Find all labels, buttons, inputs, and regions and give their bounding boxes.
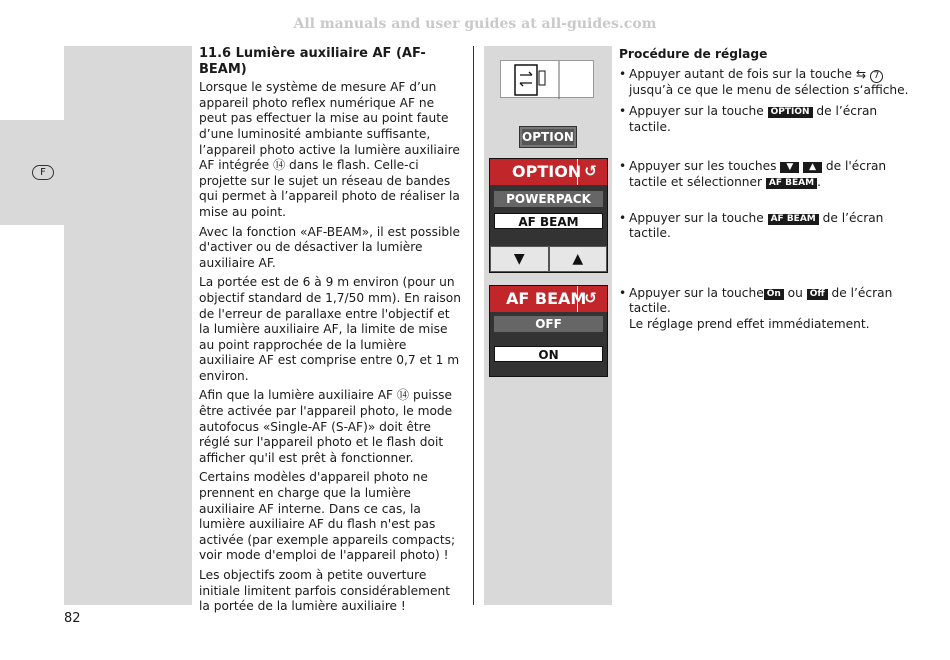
left-margin-band xyxy=(64,46,192,605)
step-5 xyxy=(619,286,909,333)
mode-key-icon: ⇆ xyxy=(855,66,867,81)
step-text: Appuyer sur la touche xyxy=(629,210,764,225)
step-4 xyxy=(619,211,909,242)
down-arrow-icon: ▼ xyxy=(490,246,549,272)
flash-buttons-icon xyxy=(501,61,595,99)
arrow-buttons xyxy=(490,246,607,272)
step-text: de l'écran tactile et sélectionner xyxy=(629,159,887,189)
on-key-chip: On xyxy=(764,289,784,300)
option-menu-screen xyxy=(489,158,608,273)
off-key-chip: Off xyxy=(807,289,828,300)
step-text: de l’écran tactile. xyxy=(629,210,884,241)
main-column xyxy=(199,46,464,619)
step-text: jusqu’à ce que le menu de sélection s‘affiche. xyxy=(629,82,909,97)
paragraph: Afin que la lumière auxiliaire AF ⑭ puisse être activée par l'appareil photo, le mode autofocus «Single-AF (S-AF)» doit être réglé sur l'appareil photo et le flash doit afficher qu'il est prêt à fonctionner. xyxy=(199,388,453,465)
callout-number: 7 xyxy=(870,70,883,83)
up-arrow-icon: ▲ xyxy=(549,246,608,272)
step-text: Appuyer sur la touche xyxy=(629,285,764,300)
page-number: 82 xyxy=(64,611,81,626)
step-text: ou xyxy=(787,285,803,300)
paragraph: Certains modèles d'appareil photo ne prennent en charge que la lumière auxiliaire AF interne. Dans ce cas, la lumière auxiliaire AF du flash n'est pas activée (par exemple appareils compacts; voir mode d'emploi de l'appareil photo) ! xyxy=(199,470,456,563)
screen-header xyxy=(490,159,607,185)
language-badge: F xyxy=(32,165,54,180)
af-beam-key-chip: AF BEAM xyxy=(766,178,817,189)
menu-item-powerpack: POWERPACK xyxy=(494,191,603,207)
step-text: . xyxy=(817,174,821,189)
column-divider xyxy=(473,46,474,605)
step-3 xyxy=(619,159,909,190)
step-1 xyxy=(619,67,909,99)
step-2 xyxy=(619,104,909,135)
back-icon: ↺ xyxy=(577,159,603,185)
menu-item-af-beam: AF BEAM xyxy=(494,213,603,229)
screen-title: AF BEAM xyxy=(506,289,587,308)
up-key-chip: ▲ xyxy=(803,162,822,173)
screen-header xyxy=(490,286,607,312)
af-beam-menu-screen xyxy=(489,285,608,377)
flash-detail-illustration xyxy=(500,60,594,98)
menu-item-off: OFF xyxy=(494,316,603,332)
step-text: de l’écran tactile. xyxy=(629,104,878,134)
watermark: All manuals and user guides at all-guides.com xyxy=(293,16,657,32)
procedure-title: Procédure de réglage xyxy=(619,47,768,61)
back-icon: ↺ xyxy=(577,286,603,312)
paragraph: Lorsque le système de mesure AF d’un appareil photo reflex numérique AF ne peut pas effectuer la mise au point faute d’une luminosité ambiante suffisante, l’appareil photo active la lumière auxiliaire AF intégrée ⑭ dans le flash. Celle-ci projette sur le sujet un réseau de bandes qui permet à l’appareil photo de réaliser la mise au point. xyxy=(199,80,460,219)
paragraph: Les objectifs zoom à petite ouverture initiale limitent parfois considérablement la portée de la lumière auxiliaire ! xyxy=(199,568,450,614)
step-text: de l’écran tactile. xyxy=(629,285,893,316)
step-text: Appuyer sur la touche xyxy=(629,104,764,119)
down-key-chip: ▼ xyxy=(780,162,799,173)
section-title: 11.6 Lumière auxiliaire AF (AF-BEAM) xyxy=(199,46,426,77)
step-text: Appuyer sur les touches xyxy=(629,159,777,174)
paragraph: Avec la fonction «AF-BEAM», il est possible d'activer ou de désactiver la lumière auxiliaire AF. xyxy=(199,224,460,270)
screen-title: OPTION xyxy=(512,162,582,181)
procedure-column xyxy=(619,47,909,333)
step-text: Appuyer autant de fois sur la touche xyxy=(629,66,852,81)
af-beam-key-chip: AF BEAM xyxy=(768,214,819,225)
paragraph: La portée est de 6 à 9 m environ (pour un objectif standard de 1,7/50 mm). En raison de l'erreur de parallaxe entre l'objectif et la lumière auxiliaire AF, la limite de mise au point rapprochée de la lumière auxiliaire AF est comprise entre 0,7 et 1 m environ. xyxy=(199,275,461,383)
step-text: Le réglage prend effet immédiatement. xyxy=(629,316,870,331)
option-key-chip: OPTION xyxy=(768,107,813,118)
menu-item-on: ON xyxy=(494,346,603,362)
option-button-illustration: OPTION xyxy=(519,126,577,148)
